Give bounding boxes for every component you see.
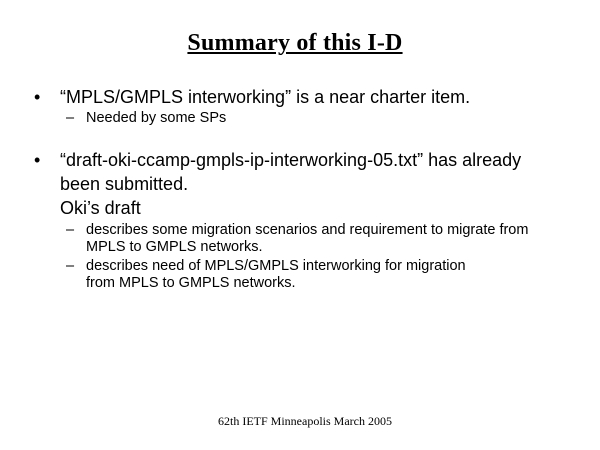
bullet-text bbox=[60, 85, 470, 109]
slide-title: Summary of this I-D bbox=[187, 30, 403, 56]
bullet-line: “MPLS/GMPLS interworking” is a near charter item. bbox=[60, 87, 471, 107]
sub-marker: – bbox=[66, 110, 75, 126]
sub-text bbox=[86, 258, 466, 292]
bullet-line: “draft-oki-ccamp-gmpls-ip-interworking-05.txt” has already bbox=[60, 150, 522, 170]
slide-footer: 62th IETF Minneapolis March 2005 bbox=[218, 414, 392, 428]
sub-line: MPLS to GMPLS networks. bbox=[86, 239, 263, 255]
sub-text bbox=[86, 110, 226, 127]
sub-marker: – bbox=[66, 258, 75, 274]
bullet-line: been submitted. bbox=[60, 174, 189, 194]
sub-line: describes need of MPLS/GMPLS interworking for migration bbox=[86, 258, 466, 274]
sub-text bbox=[86, 222, 528, 256]
sub-line: from MPLS to GMPLS networks. bbox=[86, 275, 296, 291]
sub-marker: – bbox=[66, 222, 75, 238]
sub-line: describes some migration scenarios and requirement to migrate from bbox=[86, 222, 529, 238]
bullet-text bbox=[60, 148, 521, 220]
bullet-marker: • bbox=[34, 87, 41, 107]
bullet-marker: • bbox=[34, 150, 41, 170]
bullet-line: Oki’s draft bbox=[60, 198, 141, 218]
sub-line: Needed by some SPs bbox=[86, 110, 227, 126]
